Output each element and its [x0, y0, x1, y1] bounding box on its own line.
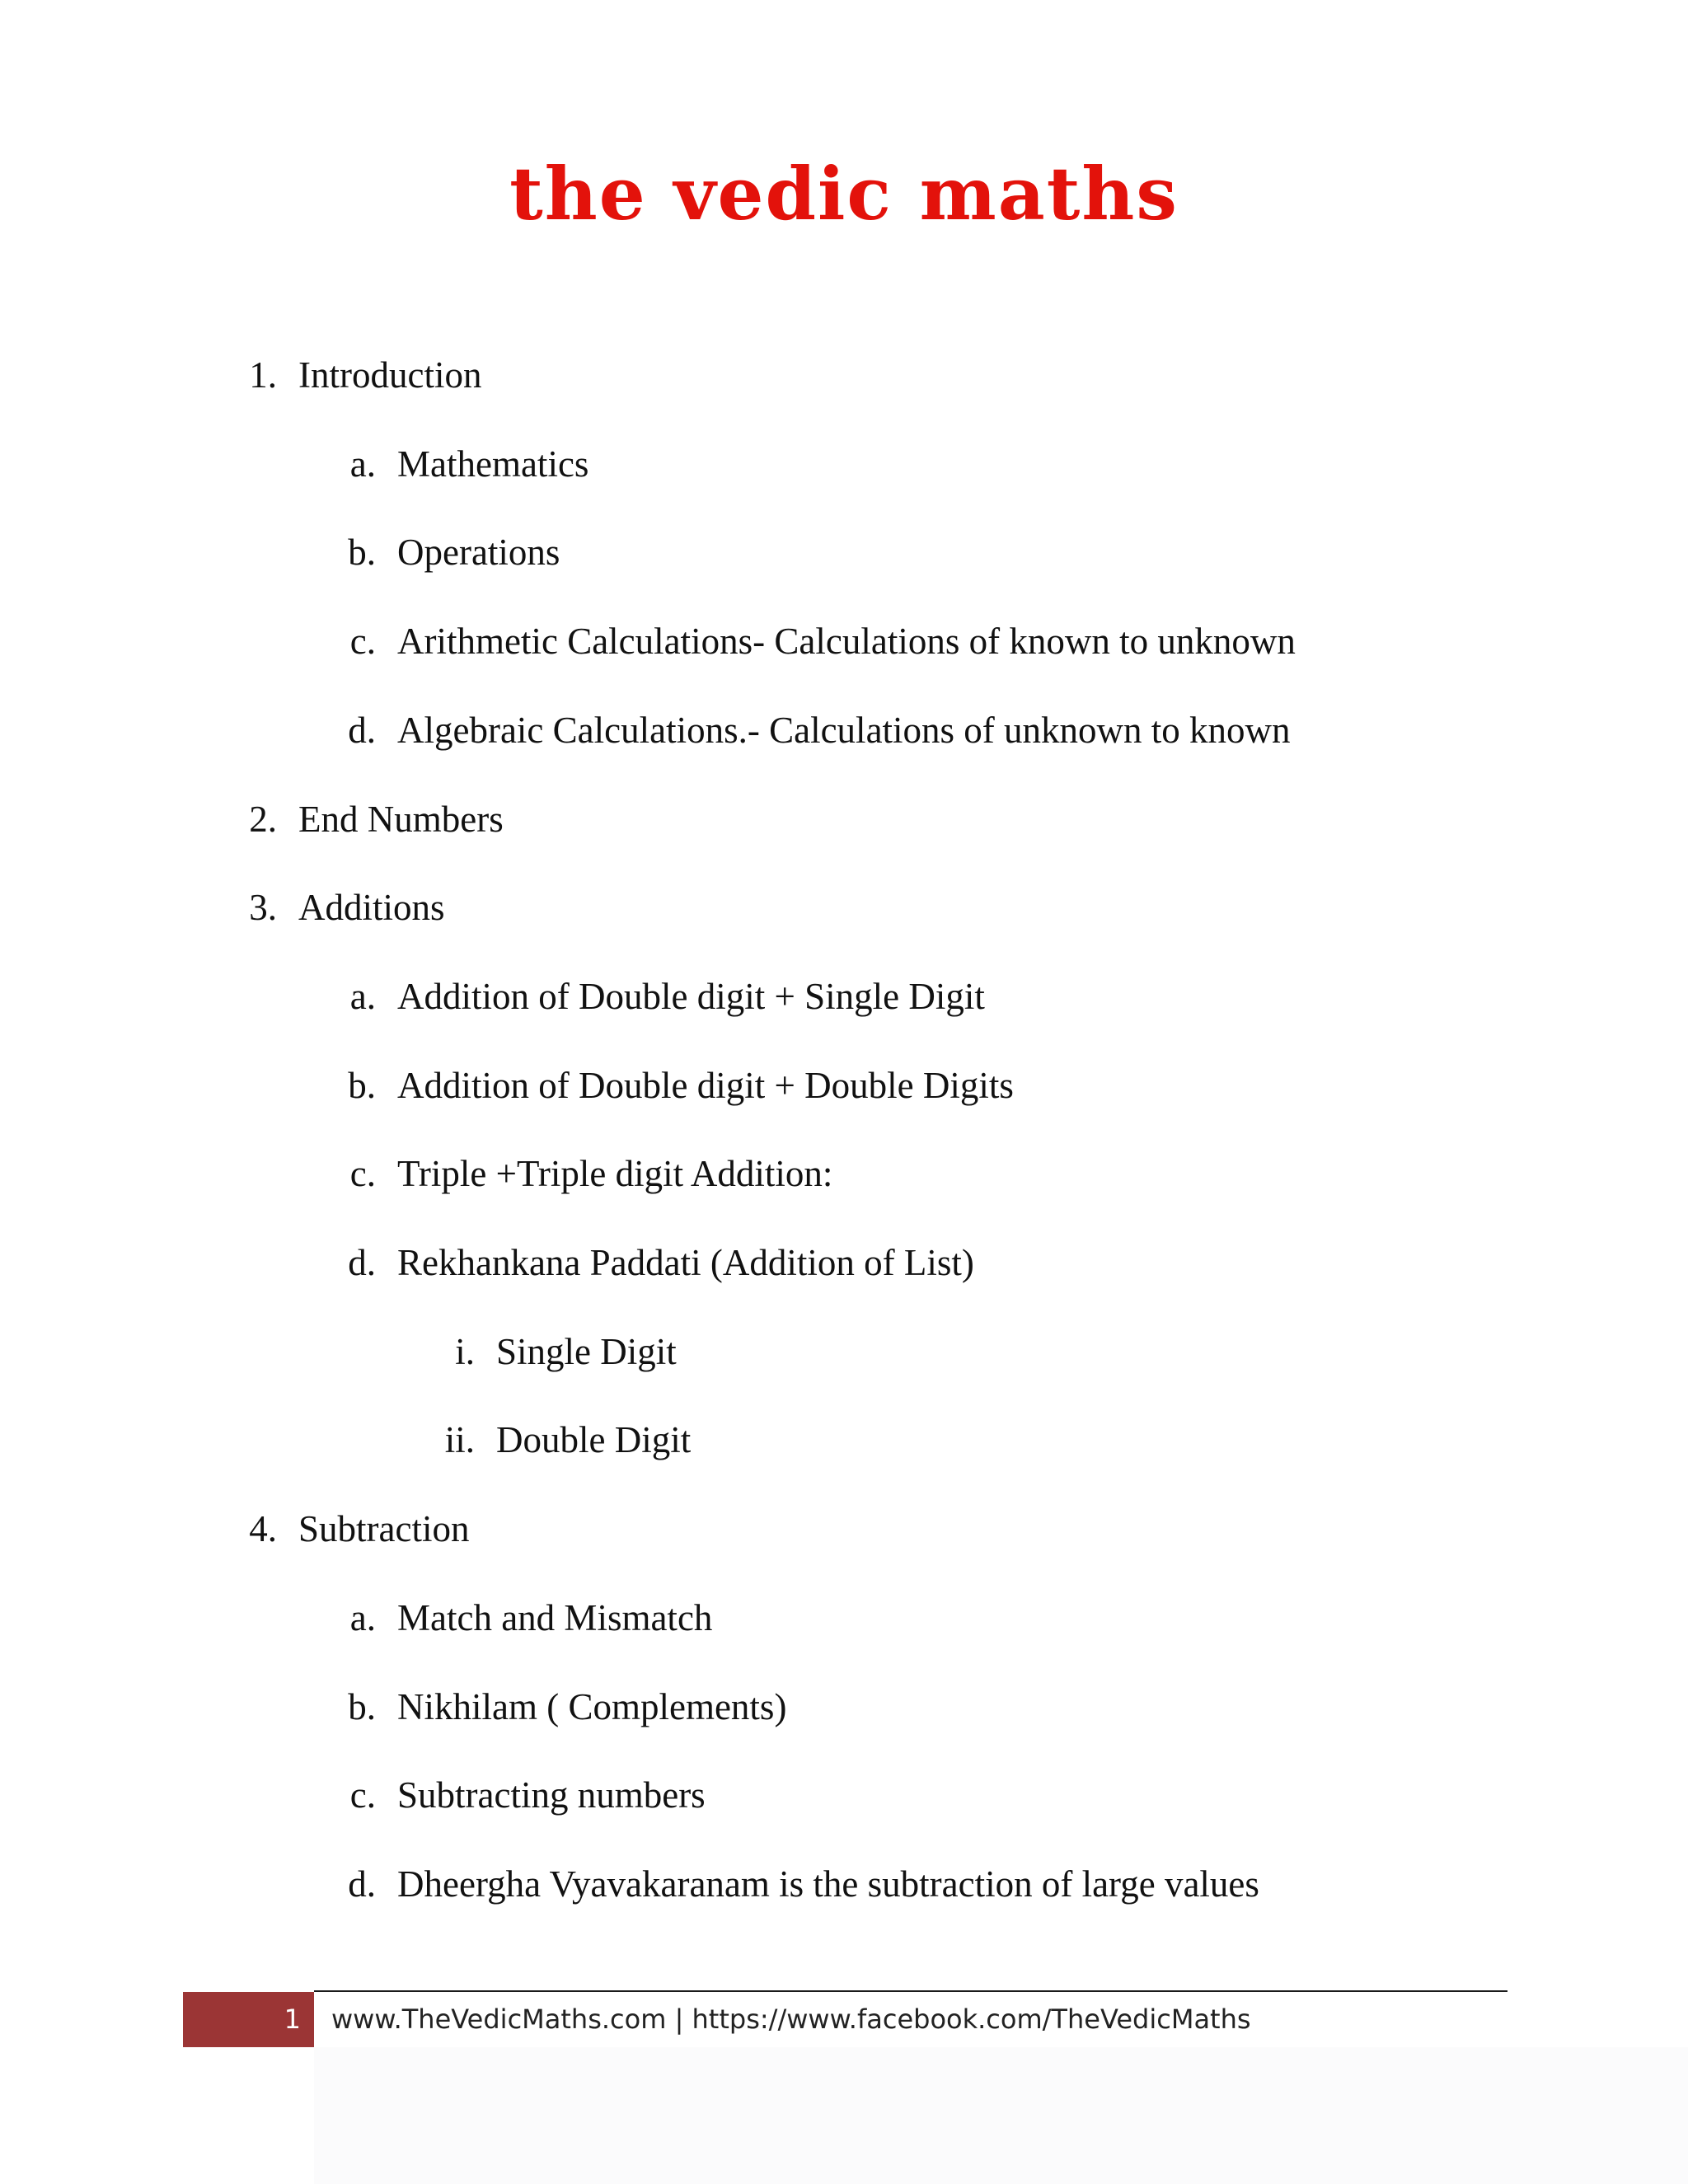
toc-item-marker: 3.	[249, 887, 277, 928]
toc-item-label: Addition of Double digit + Double Digits	[397, 1065, 1014, 1106]
toc-item-label: Dheergha Vyavakaranam is the subtraction of large values	[397, 1863, 1259, 1905]
toc-item-marker: a.	[349, 1597, 376, 1638]
toc-item-marker: b.	[348, 1065, 376, 1106]
toc-item-marker: b.	[348, 532, 376, 573]
toc-item-marker: d.	[348, 1242, 376, 1283]
toc-item-label: Additions	[298, 887, 445, 928]
toc-item-label: Subtraction	[298, 1508, 470, 1549]
toc-item-label: Nikhilam ( Complements)	[397, 1686, 787, 1727]
toc-item-label: Arithmetic Calculations- Calculations of known to unknown	[397, 621, 1296, 662]
toc-item-label: Triple +Triple digit Addition:	[397, 1153, 833, 1194]
toc-item-marker: a.	[349, 443, 376, 485]
toc-item-label: Algebraic Calculations.- Calculations of unknown to known	[397, 710, 1291, 751]
toc-item-marker: a.	[349, 976, 376, 1017]
toc-item-marker: 4.	[249, 1508, 277, 1549]
toc-item-marker: i.	[455, 1331, 475, 1372]
toc-item-marker: b.	[348, 1686, 376, 1727]
toc-item-marker: c.	[349, 1774, 376, 1816]
toc-item-marker: 1.	[249, 354, 277, 396]
toc-item-label: Single Digit	[496, 1331, 677, 1372]
toc-item-label: Mathematics	[397, 443, 589, 485]
toc-item-label: Introduction	[298, 354, 482, 396]
toc-item-label: Subtracting numbers	[397, 1774, 706, 1816]
toc-item-label: Double Digit	[496, 1419, 692, 1460]
footer-links: www.TheVedicMaths.com | https://www.facebook.com/TheVedicMaths	[331, 2004, 1251, 2035]
toc-item-label: Rekhankana Paddati (Addition of List)	[397, 1242, 974, 1283]
toc-item-marker: c.	[349, 1153, 376, 1194]
toc-item-label: Addition of Double digit + Single Digit	[397, 976, 985, 1017]
toc-item-marker: d.	[348, 710, 376, 751]
page-number: 1	[183, 1992, 314, 2047]
footer-shade	[314, 2047, 1688, 2184]
toc-item-label: End Numbers	[298, 799, 504, 840]
page-title: the vedic maths	[509, 151, 1179, 237]
toc-item-label: Match and Mismatch	[397, 1597, 713, 1638]
toc-item-marker: ii.	[444, 1419, 475, 1460]
toc-item-label: Operations	[397, 532, 560, 573]
toc-item-marker: c.	[349, 621, 376, 662]
toc-item-marker: d.	[348, 1863, 376, 1905]
toc-item-marker: 2.	[249, 799, 277, 840]
